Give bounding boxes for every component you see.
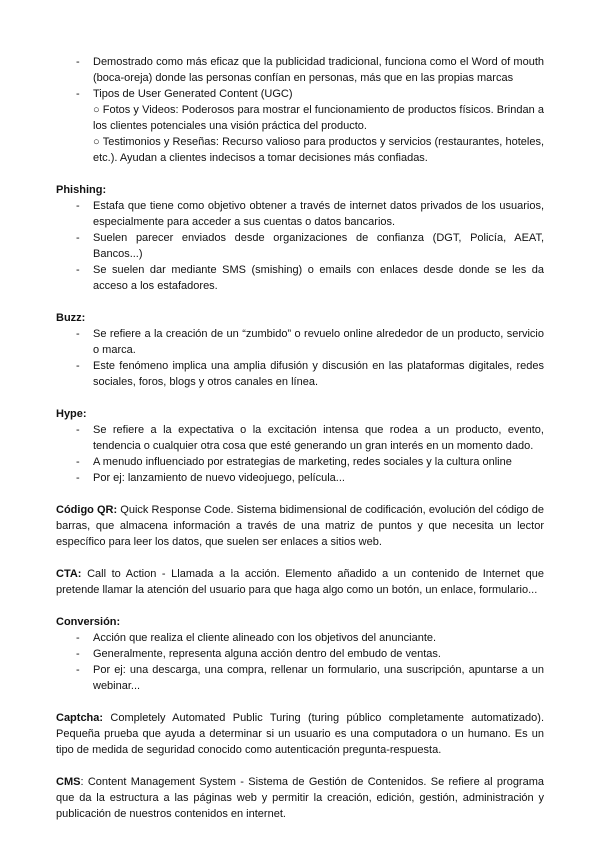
section-heading: Hype: [56,408,87,420]
section-buzz [56,310,544,390]
definition-cta [56,566,544,598]
sub-item [93,102,544,134]
list-item [56,54,544,86]
list-item: - Este fenómeno implica una amplia difusión y discusión en las plataformas digitales, redes sociales, foros, blogs y otros canales en línea. [56,358,544,390]
list-item: - Acción que realiza el cliente alineado con los objetivos del anunciante. [56,630,544,646]
definition-text: : Content Management System - Sistema de Gestión de Contenidos. Se refiere al programa que da la estructura a las páginas web y permitir la creación, edición, gestión, administración y publicación de nuestros contenidos en internet. [56,776,544,820]
buzz-list [56,326,544,390]
sub-item-text: Testimonios y Reseñas: Recurso valioso para productos y servicios (restaurantes, hoteles, etc.). Ayudan a clientes indecisos a tomar decisiones más confiadas. [93,136,544,164]
conversion-list [56,630,544,694]
phishing-list [56,198,544,294]
intro-list [56,54,544,166]
section-heading: Conversión: [56,616,121,628]
section-heading: Phishing: [56,184,107,196]
list-item-text: Demostrado como más eficaz que la publicidad tradicional, funciona como el Word of mouth (boca-oreja) donde las personas confían en personas, más que en las propias marcas [93,56,544,84]
definition-term: Código QR: [56,504,118,516]
list-item: - Generalmente, representa alguna acción dentro del embudo de ventas. [56,646,544,662]
list-item: - Estafa que tiene como objetivo obtener a través de internet datos privados de los usuarios, especialmente para acceder a sus cuentas o datos bancarios. [56,198,544,230]
definition-term: Captcha: [56,712,104,724]
list-item [56,86,544,166]
list-item: - Se suelen dar mediante SMS (smishing) o emails con enlaces desde donde se les da acceso a los estafadores. [56,262,544,294]
list-item: - Por ej: una descarga, una compra, rellenar un formulario, una suscripción, apuntarse a un webinar... [56,662,544,694]
definition-term: CMS [56,776,81,788]
section-hype [56,406,544,486]
sub-item-text: Fotos y Videos: Poderosos para mostrar el funcionamiento de productos físicos. Brindan a los clientes potenciales una visión práctica del producto. [93,104,544,132]
hype-list [56,422,544,486]
list-item-text: Tipos de User Generated Content (UGC) [93,88,293,100]
definition-captcha [56,710,544,758]
definition-cms [56,774,544,822]
list-item: - Por ej: lanzamiento de nuevo videojuego, película... [56,470,544,486]
list-item: - Se refiere a la creación de un “zumbido” o revuelo online alrededor de un producto, servicio o marca. [56,326,544,358]
definition-qr [56,502,544,550]
circle-bullet-icon: ○ [93,104,100,116]
definition-text: Call to Action - Llamada a la acción. Elemento añadido a un contenido de Internet que pretende llamar la atención del usuario para que haga algo como un botón, un enlace, formulario... [56,568,544,596]
section-heading: Buzz: [56,312,86,324]
definition-term: CTA: [56,568,82,580]
list-item: - Se refiere a la expectativa o la excitación intensa que rodea a un producto, evento, tendencia o cualquier otra cosa que esté generando un gran interés en un momento dado. [56,422,544,454]
sub-item [93,134,544,166]
definition-text: Completely Automated Public Turing (turing público completamente automatizado). Pequeña prueba que ayuda a determinar si un usuario es una computadora o un humano. Es un tipo de medida de seguridad conocido como autenticación pregunta-respuesta. [56,712,545,756]
definition-text: Quick Response Code. Sistema bidimensional de codificación, evolución del código de barras, que almacena información a través de una matriz de puntos y que necesita un lector específico para leer los datos, que suelen ser enlaces a sitios web. [56,504,544,548]
list-item: - Suelen parecer enviados desde organizaciones de confianza (DGT, Policía, AEAT, Bancos...) [56,230,544,262]
section-phishing [56,182,544,294]
section-conversion [56,614,544,694]
list-item: - A menudo influenciado por estrategias de marketing, redes sociales y la cultura online [56,454,544,470]
circle-bullet-icon: ○ [93,136,100,148]
